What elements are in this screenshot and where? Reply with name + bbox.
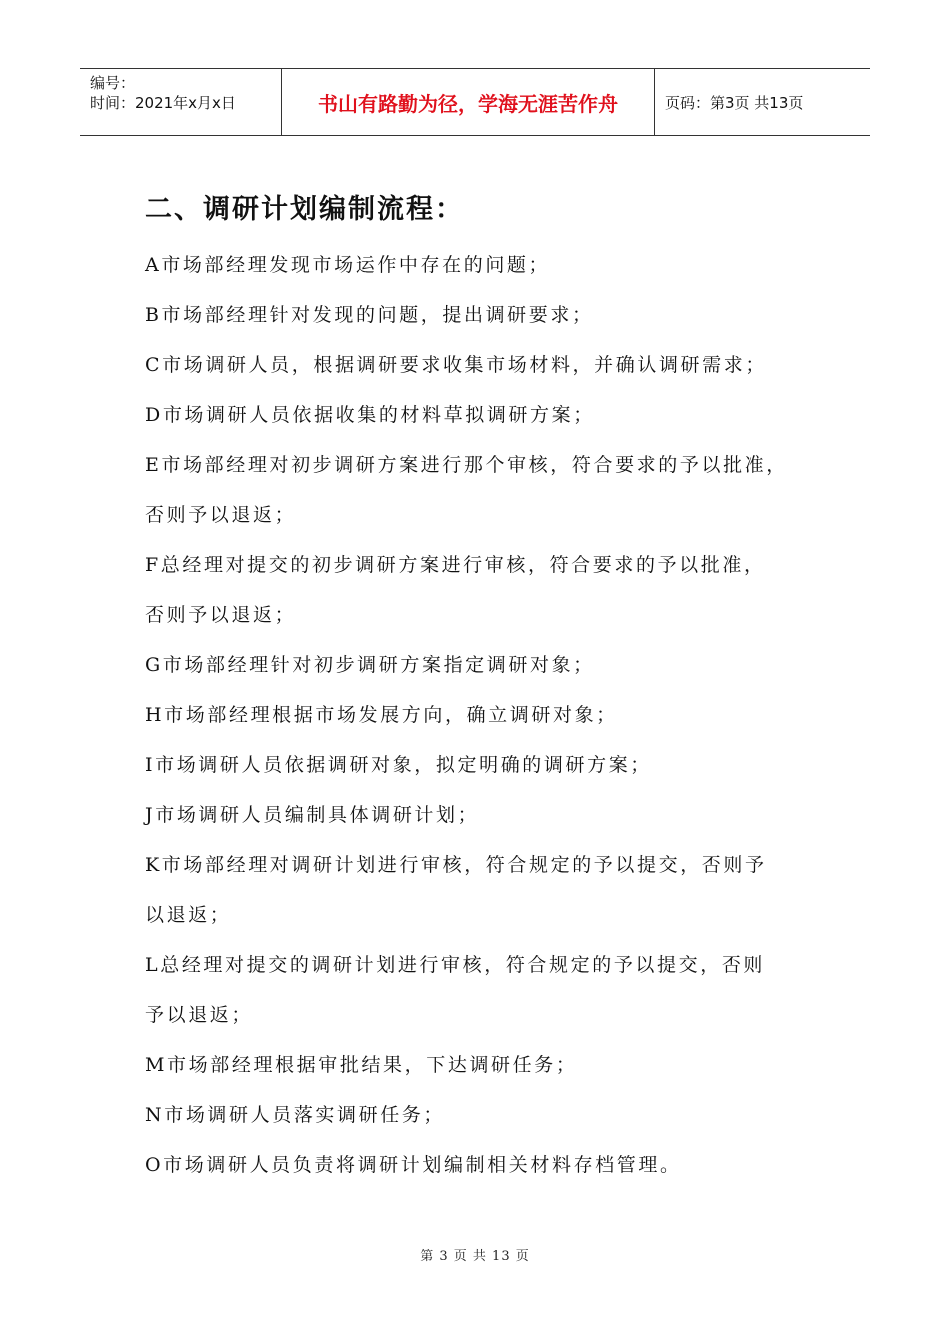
header-motto-cell <box>282 69 655 135</box>
step-line: H市场部经理根据市场发展方向，确立调研对象； <box>145 704 618 726</box>
step-line: A市场部经理发现市场运作中存在的问题； <box>145 254 551 276</box>
step-line: N市场调研人员落实调研任务； <box>145 1104 446 1126</box>
page-footer <box>0 1245 950 1264</box>
step-line: 否则予以退返； <box>145 604 297 626</box>
step-line: M市场部经理根据审批结果，下达调研任务； <box>145 1054 578 1076</box>
step-line: 予以退返； <box>145 1004 254 1026</box>
step-line: F总经理对提交的初步调研方案进行审核，符合要求的予以批准， <box>145 554 766 576</box>
document-date-label: 时间：2021年x月x日 <box>90 94 236 112</box>
step-line: D市场调研人员依据收集的材料草拟调研方案； <box>145 404 595 426</box>
step-line: L总经理对提交的调研计划进行审核，符合规定的予以提交，否则 <box>145 954 766 976</box>
footer-page-number: 第 3 页 共 13 页 <box>420 1249 530 1264</box>
step-line: 以退返； <box>145 904 232 926</box>
header-meta-cell <box>80 69 282 135</box>
step-line: J市场调研人员编制具体调研计划； <box>145 804 480 826</box>
header-page-cell <box>655 69 870 135</box>
step-line: E市场部经理对初步调研方案进行那个审核，符合要求的予以批准， <box>145 454 788 476</box>
header-page-info: 页码：第3页 共13页 <box>665 93 804 112</box>
step-line: 否则予以退返； <box>145 504 297 526</box>
header-motto: 书山有路勤为径，学海无涯苦作舟 <box>318 91 618 116</box>
step-line: B市场部经理针对发现的问题，提出调研要求； <box>145 304 594 326</box>
step-line: G市场部经理针对初步调研方案指定调研对象； <box>145 654 595 676</box>
step-line: O市场调研人员负责将调研计划编制相关材料存档管理。 <box>145 1154 682 1176</box>
document-number-label: 编号： <box>90 74 136 92</box>
step-line: K市场部经理对调研计划进行审核，符合规定的予以提交，否则予 <box>145 854 767 876</box>
section-title: 二、调研计划编制流程： <box>145 194 464 225</box>
page-header <box>80 68 870 136</box>
process-steps-list <box>145 240 815 1190</box>
step-line: C市场调研人员，根据调研要求收集市场材料，并确认调研需求； <box>145 354 767 376</box>
step-line: I市场调研人员依据调研对象，拟定明确的调研方案； <box>145 754 652 776</box>
